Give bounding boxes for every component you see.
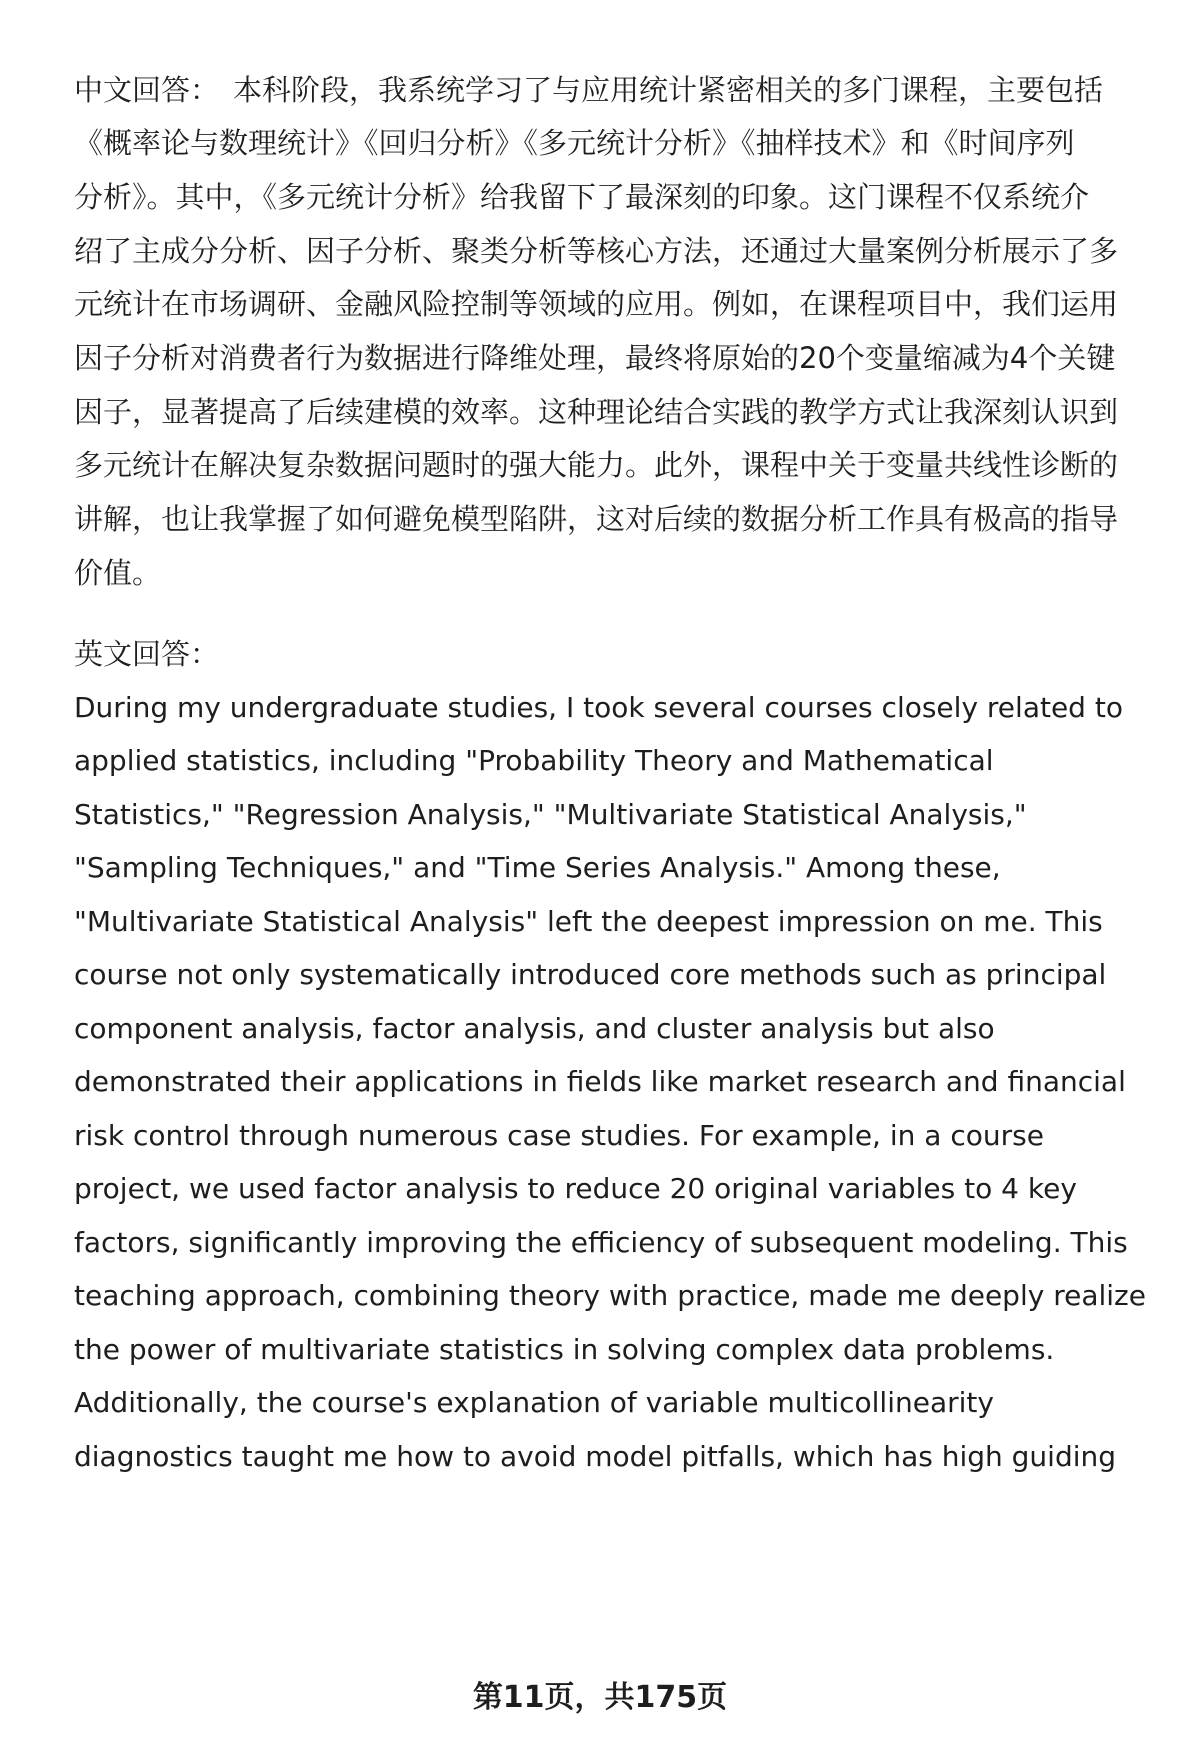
en-line-1: During my undergraduate studies, I took several courses closely related to xyxy=(74,691,1123,724)
zh-line-7: 因子，显著提高了后续建模的效率。这种理论结合实践的教学方式让我深刻认识到 xyxy=(74,395,1119,429)
en-line-11: factors, significantly improving the efficiency of subsequent modeling. This xyxy=(74,1226,1128,1259)
en-line-10: project, we used factor analysis to reduce 20 original variables to 4 key xyxy=(74,1172,1077,1205)
zh-line-6: 因子分析对消费者行为数据进行降维处理，最终将原始的20个变量缩减为4个关键 xyxy=(74,341,1116,375)
zh-line-8: 多元统计在解决复杂数据问题时的强大能力。此外，课程中关于变量共线性诊断的 xyxy=(74,448,1119,482)
en-line-8: demonstrated their applications in fields like market research and financial xyxy=(74,1065,1126,1098)
en-line-15: diagnostics taught me how to avoid model pitfalls, which has high guiding xyxy=(74,1440,1117,1473)
zh-line-9: 讲解，也让我掌握了如何避免模型陷阱，这对后续的数据分析工作具有极高的指导 xyxy=(74,502,1119,536)
zh-line-3: 分析》。其中，《多元统计分析》给我留下了最深刻的印象。这门课程不仅系统介 xyxy=(74,180,1090,214)
en-line-9: risk control through numerous case studies. For example, in a course xyxy=(74,1119,1044,1152)
en-line-6: course not only systematically introduced core methods such as principal xyxy=(74,958,1107,991)
en-line-13: the power of multivariate statistics in solving complex data problems. xyxy=(74,1333,1055,1366)
zh-line-5: 元统计在市场调研、金融风险控制等领域的应用。例如，在课程项目中，我们运用 xyxy=(74,287,1119,321)
zh-line-2: 《概率论与数理统计》《回归分析》《多元统计分析》《抽样技术》和《时间序列 xyxy=(74,126,1075,160)
en-line-2: applied statistics, including "Probability Theory and Mathematical xyxy=(74,744,994,777)
page-number: 第11页，共175页 xyxy=(472,1680,728,1715)
zh-line-1-text: 本科阶段，我系统学习了与应用统计紧密相关的多门课程，主要包括 xyxy=(233,73,1104,107)
en-line-7: component analysis, factor analysis, and cluster analysis but also xyxy=(74,1012,995,1045)
en-line-4: "Sampling Techniques," and "Time Series Analysis." Among these, xyxy=(74,851,1001,884)
zh-label: 中文回答： xyxy=(74,73,220,107)
en-label: 英文回答： xyxy=(74,637,220,671)
en-line-12: teaching approach, combining theory with practice, made me deeply realize xyxy=(74,1279,1146,1312)
zh-line-10: 价值。 xyxy=(74,556,162,590)
en-line-5: "Multivariate Statistical Analysis" left the deepest impression on me. This xyxy=(74,905,1103,938)
zh-line-1 xyxy=(74,72,1103,108)
en-line-3: Statistics," "Regression Analysis," "Multivariate Statistical Analysis," xyxy=(74,798,1027,831)
zh-line-4: 绍了主成分分析、因子分析、聚类分析等核心方法，还通过大量案例分析展示了多 xyxy=(74,234,1119,268)
en-line-14: Additionally, the course's explanation of variable multicollinearity xyxy=(74,1386,994,1419)
